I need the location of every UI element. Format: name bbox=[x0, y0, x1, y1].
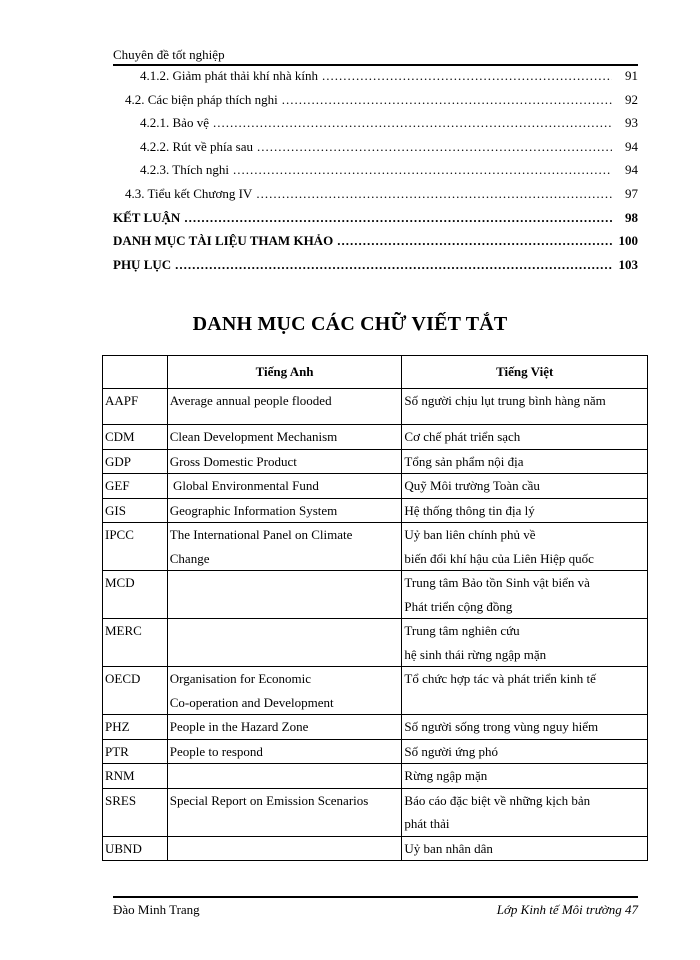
footer-class: Lớp Kinh tế Môi trường 47 bbox=[496, 902, 638, 917]
english-line: Change bbox=[169, 550, 210, 566]
english-cell bbox=[167, 619, 402, 667]
table-row bbox=[103, 389, 648, 425]
table-row bbox=[103, 667, 648, 715]
abbr-cell: IPCC bbox=[103, 523, 168, 571]
vietnamese-line: Trung tâm nghiên cứu bbox=[404, 623, 520, 638]
english-cell bbox=[167, 449, 402, 474]
english-cell bbox=[167, 739, 402, 764]
abbr-cell: PTR bbox=[103, 739, 168, 764]
toc-entry-page: 91 bbox=[625, 68, 638, 83]
abbr-cell: UBND bbox=[103, 836, 168, 861]
vietnamese-line: Số người ứng phó bbox=[404, 743, 498, 759]
toc-entry bbox=[113, 233, 638, 257]
toc-entry-label: 4.2.3. Thích nghi bbox=[140, 162, 229, 178]
toc-entry-label: 4.2.2. Rút về phía sau bbox=[140, 138, 254, 154]
vietnamese-line: Uỷ ban liên chính phủ về bbox=[404, 527, 536, 542]
toc-entry-page: 98 bbox=[625, 209, 638, 225]
english-line bbox=[170, 571, 400, 595]
english-line: Organisation for Economic bbox=[169, 671, 312, 686]
toc-entry-label: 4.1.2. Giảm phát thải khí nhà kính bbox=[140, 68, 319, 83]
toc-leader-dots bbox=[282, 92, 612, 108]
vietnamese-cell bbox=[402, 619, 648, 667]
table-row bbox=[103, 836, 648, 861]
english-line: Global Environmental Fund bbox=[169, 478, 319, 493]
toc-entry bbox=[113, 162, 638, 186]
vietnamese-line: Báo cáo đặc biệt về những kịch bản bbox=[404, 792, 591, 808]
toc-entry-label: 4.2. Các biện pháp thích nghi bbox=[125, 91, 278, 107]
toc-entry-label: 4.2.1. Bảo vệ bbox=[140, 115, 209, 131]
english-cell bbox=[167, 474, 402, 499]
english-cell bbox=[167, 571, 402, 619]
toc-leader-dots bbox=[184, 210, 612, 226]
vietnamese-cell bbox=[402, 449, 648, 474]
vietnamese-line: Số người chịu lụt trung bình hàng năm bbox=[404, 393, 606, 408]
vietnamese-cell bbox=[402, 523, 648, 571]
english-cell bbox=[167, 764, 402, 789]
abbr-cell: AAPF bbox=[103, 389, 168, 425]
english-cell bbox=[167, 836, 402, 861]
toc-leader-dots bbox=[322, 68, 612, 84]
english-cell bbox=[167, 523, 402, 571]
section-title: DANH MỤC CÁC CHỮ VIẾT TẮT bbox=[192, 313, 508, 335]
abbr-cell: CDM bbox=[103, 425, 168, 450]
abbr-cell: GEF bbox=[103, 474, 168, 499]
abbr-cell: GIS bbox=[103, 498, 168, 523]
toc-entry-page: 94 bbox=[625, 138, 638, 154]
toc-entry-page: 97 bbox=[625, 185, 638, 201]
table-row bbox=[103, 571, 648, 619]
footer-rule bbox=[113, 896, 638, 898]
vietnamese-cell bbox=[402, 667, 648, 715]
vietnamese-cell bbox=[402, 788, 648, 836]
abbr-cell: RNM bbox=[103, 764, 168, 789]
footer-author: Đào Minh Trang bbox=[113, 902, 200, 917]
toc-leader-dots bbox=[213, 115, 612, 131]
vietnamese-line: phát thải bbox=[404, 816, 450, 831]
table-header-row bbox=[103, 356, 648, 389]
vietnamese-line: Cơ chế phát triển sạch bbox=[404, 429, 521, 444]
toc-entry bbox=[113, 210, 638, 234]
vietnamese-line: hệ sinh thái rừng ngập mặn bbox=[404, 646, 547, 662]
vietnamese-cell bbox=[402, 571, 648, 619]
english-line: Special Report on Emission Scenarios bbox=[169, 792, 369, 808]
table-row bbox=[103, 788, 648, 836]
table-row bbox=[103, 474, 648, 499]
table-row bbox=[103, 425, 648, 450]
header-rule bbox=[113, 64, 638, 66]
vietnamese-cell bbox=[402, 715, 648, 740]
english-line: Clean Development Mechanism bbox=[169, 429, 338, 444]
vietnamese-line: Số người sống trong vùng nguy hiểm bbox=[404, 719, 599, 734]
english-line: Average annual people flooded bbox=[169, 393, 332, 408]
table-row bbox=[103, 619, 648, 667]
vietnamese-cell bbox=[402, 739, 648, 764]
toc-entry bbox=[113, 115, 638, 139]
vietnamese-line: Quỹ Môi trường Toàn cầu bbox=[404, 478, 540, 493]
vietnamese-line: Uỷ ban nhân dân bbox=[404, 840, 493, 856]
vietnamese-line: Trung tâm Bảo tồn Sinh vật biển và bbox=[404, 575, 590, 590]
english-line: People to respond bbox=[169, 743, 263, 759]
toc-entry-page: 100 bbox=[618, 233, 638, 249]
english-line bbox=[170, 764, 400, 788]
abbr-cell: SRES bbox=[103, 788, 168, 836]
header-abbr bbox=[103, 356, 168, 389]
header-english: Tiếng Anh bbox=[167, 356, 402, 389]
toc-entry bbox=[113, 92, 638, 116]
abbr-cell: GDP bbox=[103, 449, 168, 474]
table-row bbox=[103, 498, 648, 523]
header-vietnamese: Tiếng Việt bbox=[402, 356, 648, 389]
table-row bbox=[103, 739, 648, 764]
vietnamese-cell bbox=[402, 474, 648, 499]
toc-leader-dots bbox=[233, 162, 612, 178]
toc-leader-dots bbox=[256, 186, 612, 202]
abbr-cell: MERC bbox=[103, 619, 168, 667]
abbr-cell: OECD bbox=[103, 667, 168, 715]
table-row bbox=[103, 715, 648, 740]
toc-leader-dots bbox=[257, 139, 612, 155]
table-row bbox=[103, 449, 648, 474]
table-row bbox=[103, 523, 648, 571]
toc-entry-label: 4.3. Tiểu kết Chương IV bbox=[125, 185, 253, 201]
english-line: Co-operation and Development bbox=[169, 694, 334, 710]
toc-entry bbox=[113, 139, 638, 163]
english-line bbox=[170, 837, 400, 861]
english-cell bbox=[167, 498, 402, 523]
abbr-cell: MCD bbox=[103, 571, 168, 619]
english-line: Geographic Information System bbox=[169, 502, 338, 518]
english-cell bbox=[167, 667, 402, 715]
vietnamese-line: biến đổi khí hậu của Liên Hiệp quốc bbox=[404, 550, 594, 566]
table-row bbox=[103, 764, 648, 789]
english-cell bbox=[167, 715, 402, 740]
vietnamese-line: Rừng ngập mặn bbox=[404, 768, 488, 783]
toc-entry-label: KẾT LUẬN bbox=[113, 209, 181, 225]
table-of-contents bbox=[113, 68, 638, 280]
toc-leader-dots bbox=[175, 257, 612, 273]
vietnamese-cell bbox=[402, 389, 648, 425]
vietnamese-cell bbox=[402, 425, 648, 450]
toc-entry bbox=[113, 186, 638, 210]
abbreviations-table bbox=[102, 355, 648, 861]
english-line: People in the Hazard Zone bbox=[169, 719, 309, 734]
english-cell bbox=[167, 389, 402, 425]
toc-entry-label: PHỤ LỤC bbox=[113, 256, 172, 272]
english-cell bbox=[167, 425, 402, 450]
page-header-title: Chuyên đề tốt nghiệp bbox=[113, 47, 225, 62]
toc-leader-dots bbox=[337, 233, 612, 249]
english-cell bbox=[167, 788, 402, 836]
vietnamese-cell bbox=[402, 764, 648, 789]
english-line: The International Panel on Climate bbox=[169, 527, 353, 542]
vietnamese-line: Tổ chức hợp tác và phát triển kinh tế bbox=[404, 671, 596, 686]
english-line bbox=[170, 619, 400, 643]
toc-entry-page: 94 bbox=[625, 162, 638, 178]
abbr-cell: PHZ bbox=[103, 715, 168, 740]
toc-entry bbox=[113, 68, 638, 92]
vietnamese-line: Phát triển cộng đồng bbox=[404, 598, 513, 614]
english-line: Gross Domestic Product bbox=[169, 453, 297, 469]
vietnamese-cell bbox=[402, 836, 648, 861]
vietnamese-cell bbox=[402, 498, 648, 523]
toc-entry bbox=[113, 257, 638, 281]
vietnamese-line: Tổng sản phẩm nội địa bbox=[404, 453, 524, 469]
toc-entry-page: 103 bbox=[618, 256, 638, 272]
toc-entry-page: 93 bbox=[625, 115, 638, 131]
toc-entry-label: DANH MỤC TÀI LIỆU THAM KHẢO bbox=[113, 233, 334, 249]
vietnamese-line: Hệ thống thông tin địa lý bbox=[404, 502, 535, 518]
toc-entry-page: 92 bbox=[625, 91, 638, 107]
